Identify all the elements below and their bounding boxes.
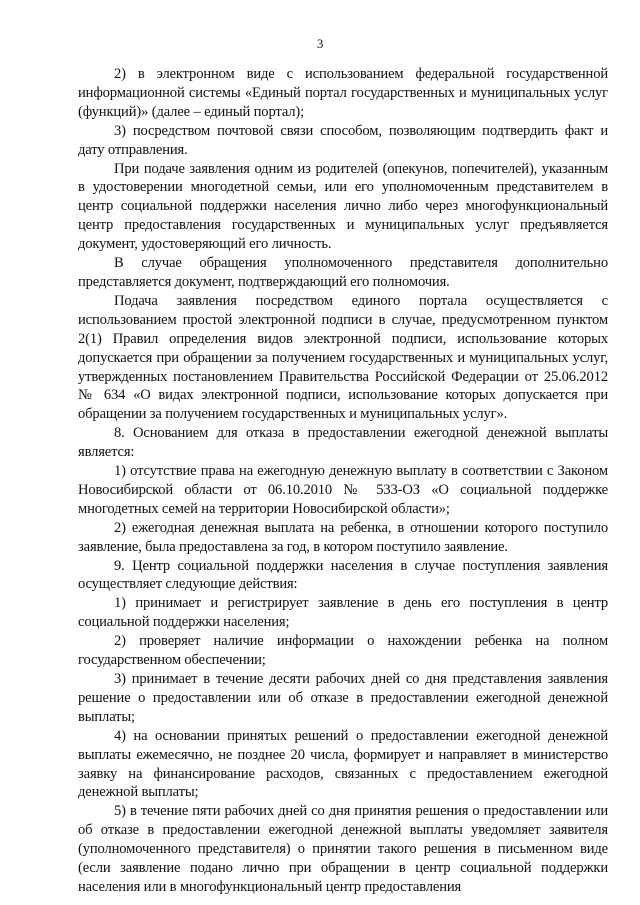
paragraph-action-decide: 3) принимает в течение десяти рабочих дней со дня представления заявления решение о предоставлении или об отказе в предоставлении ежегодной денежной выплаты; bbox=[78, 671, 608, 725]
paragraph-electronic-submission: 2) в электронном виде с использованием федеральной государственной информационной системы «Единый портал государственных и муниципальных услуг (функций)» (далее – единый портал); bbox=[78, 66, 608, 120]
paragraph-representative-authority: В случае обращения уполномоченного представителя дополнительно представляется документ, подтверждающий его полномочия. bbox=[78, 255, 608, 290]
paragraph-action-register: 1) принимает и регистрирует заявление в день его поступления в центр социальной поддержки населения; bbox=[78, 595, 608, 631]
paragraph-identity-document: При подаче заявления одним из родителей (опекунов, попечителей), указанным в удостоверении многодетной семьи, или его уполномоченным представителем в центр социальной поддержки населения лично либо через многофункциональный центр предоставления государственных и муниципальных услуг предъявляется документ, удостоверяющий его личность. bbox=[78, 160, 608, 253]
paragraph-postal-submission: 3) посредством почтовой связи способом, позволяющим подтвердить факт и дату отправления. bbox=[78, 122, 608, 158]
paragraph-refusal-grounds: 8. Основанием для отказа в предоставлении ежегодной денежной выплаты является: bbox=[78, 425, 608, 461]
paragraph-electronic-signature: Подача заявления посредством единого портала осуществляется с использованием простой электронной подписи в случае, предусмотренном пунктом 2(1) Правил определения видов электронной подписи, использование которых допускается при обращении за получением государственных и муниципальных услуг, утвержденных постановлением Правительства Российской Федерации от 25.06.2012 № 634 «О видах электронной подписи, использование которых допускается при обращении за получением государственных и муниципальных услуг». bbox=[78, 292, 608, 423]
document-body bbox=[78, 65, 608, 897]
paragraph-action-check: 2) проверяет наличие информации о нахождении ребенка на полном государственном обеспечении; bbox=[78, 633, 608, 669]
paragraph-action-funding-request: 4) на основании принятых решений о предоставлении ежегодной денежной выплаты ежемесячно, не позднее 20 числа, формирует и направляет в министерство заявку на финансирование расходов, связанных с предоставлением ежегодной денежной выплаты; bbox=[78, 727, 608, 801]
paragraph-refusal-no-right: 1) отсутствие права на ежегодную денежную выплату в соответствии с Законом Новосибирской области от 06.10.2010 № 533-ОЗ «О социальной поддержке многодетных семей на территории Новосибирской области»; bbox=[78, 463, 608, 517]
page-number: 3 bbox=[316, 36, 324, 51]
paragraph-refusal-already-paid: 2) ежегодная денежная выплата на ребенка, в отношении которого поступило заявление, была предоставлена за год, в котором поступило заявление. bbox=[78, 519, 608, 555]
paragraph-action-notify: 5) в течение пяти рабочих дней со дня принятия решения о предоставлении или об отказе в предоставлении ежегодной денежной выплаты уведомляет заявителя (уполномоченного представителя) о принятии такого решения в письменном виде (если заявление подано лично при обращении в центр социальной поддержки населения или в многофункциональный центр предоставления bbox=[78, 803, 608, 895]
paragraph-center-actions: 9. Центр социальной поддержки населения в случае поступления заявления осуществляет следующие действия: bbox=[78, 557, 608, 593]
